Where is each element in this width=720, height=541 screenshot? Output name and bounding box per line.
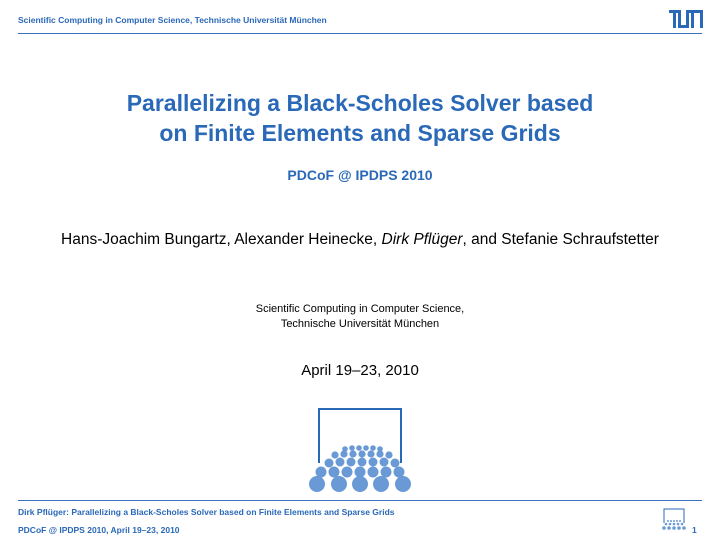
affiliation — [0, 302, 720, 332]
page-number: 1 — [692, 525, 697, 535]
title-line-1: Parallelizing a Black-Scholes Solver based — [126, 90, 594, 116]
header-rule — [18, 33, 702, 34]
audience-mini-icon — [660, 507, 688, 533]
slide-header — [0, 0, 720, 36]
author-list — [60, 229, 660, 251]
footer-event: PDCoF @ IPDPS 2010, April 19–23, 2010 — [18, 525, 180, 535]
auditorium-icon — [305, 405, 415, 495]
title-line-2: on Finite Elements and Sparse Grids — [159, 120, 561, 146]
slide-subtitle: PDCoF @ IPDPS 2010 — [287, 167, 433, 183]
authors-before: Hans-Joachim Bungartz, Alexander Heinecke, — [61, 231, 382, 248]
tum-logo-icon — [669, 10, 703, 28]
footer-title: Dirk Pflüger: Parallelizing a Black-Scholes Solver based on Finite Elements and Sparse Grids — [18, 507, 395, 517]
header-text: Scientific Computing in Computer Science, Technische Universität München — [18, 15, 327, 25]
slide-title — [0, 88, 720, 148]
presentation-date: April 19–23, 2010 — [301, 362, 419, 379]
affiliation-line-2: Technische Universität München — [280, 318, 440, 330]
authors-italic: Dirk Pflüger — [381, 231, 463, 248]
authors-after: , and Stefanie Schraufstetter — [462, 231, 659, 248]
affiliation-line-1: Scientific Computing in Computer Science, — [255, 303, 465, 315]
footer-rule — [18, 500, 702, 501]
